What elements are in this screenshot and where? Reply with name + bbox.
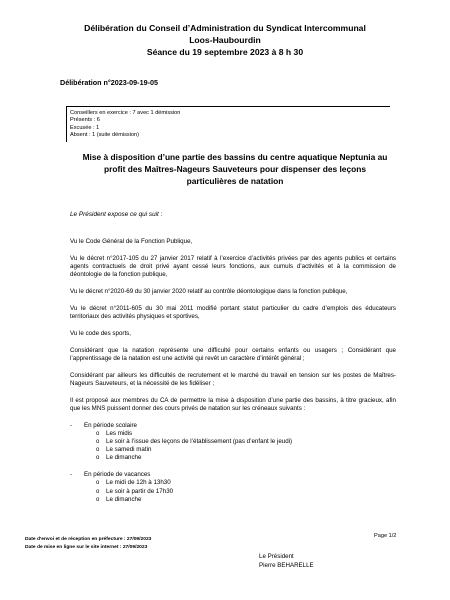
attendance-line: Conseillers en exercice : 7 avec 1 démission bbox=[70, 110, 181, 116]
header-syndicate-name: Loos-Haubourdin bbox=[189, 35, 261, 45]
deliberation-subject bbox=[70, 151, 400, 187]
slot-item: o Les midis bbox=[96, 430, 396, 438]
document-body bbox=[70, 238, 396, 504]
paragraph: Vu le décret n°2011-605 du 30 mai 2011 modifié portant statut particulier du cadre d’emplois des éducateurs territoriaux des activités physiques et sportives, bbox=[70, 304, 396, 320]
attendance-line: Présents : 6 bbox=[70, 117, 100, 124]
page-number: Page 1/2 bbox=[374, 533, 397, 539]
attendance-line: Absent : 1 (suite démission) bbox=[70, 132, 140, 139]
slot-item: o Le dimanche bbox=[96, 454, 396, 462]
slot-item: o Le samedi matin bbox=[96, 446, 396, 454]
period-item bbox=[70, 422, 396, 463]
time-slot-list bbox=[70, 422, 396, 504]
period-label: En période de vacances bbox=[84, 471, 151, 479]
signature-block bbox=[259, 553, 314, 570]
document-header bbox=[60, 22, 390, 58]
header-session-date: Séance du 19 septembre 2023 à 8 h 30 bbox=[146, 47, 304, 57]
paragraph: Vu le Code Général de la Fonction Publique, bbox=[70, 238, 193, 245]
signatory-title: Le Président bbox=[259, 553, 294, 560]
paragraph: Considérant que la natation représente une difficulté pour certains enfants ou usagers ; Considérant que l’apprentissage de la natation est une activité qui revêt un caractère d’intérêt général ; bbox=[70, 346, 396, 362]
slot-list bbox=[84, 479, 396, 504]
subject-line: Mise à disposition d’une partie des bassins du centre aquatique Neptunia au bbox=[82, 152, 388, 162]
signatory-name: Pierre BEHARELLE bbox=[259, 561, 314, 569]
deliberation-number: Délibération n°2023-09-19-05 bbox=[60, 78, 158, 87]
slot-item: o Le midi de 12h à 13h30 bbox=[96, 479, 396, 487]
paragraph: Il est proposé aux membres du CA de permettre la mise à disposition d’une partie des bassins, à titre gracieux, afin que les MNS puissent donner des cours privés de natation sur les créneaux suivants : bbox=[70, 396, 396, 412]
period-item bbox=[70, 471, 396, 504]
attendance-box bbox=[66, 106, 390, 142]
slot-item: o Le dimanche bbox=[96, 496, 396, 504]
paragraph: Vu le décret n°2017-105 du 27 janvier 2017 relatif à l’exercice d’activités privées par des agents publics et certains agents contractuels de droit privé ayant cessé leurs fonctions, aux cumuls d’activités et à la commission de déontologie de la fonction publique, bbox=[70, 254, 396, 279]
slot-list bbox=[84, 430, 396, 463]
paragraph: Vu le décret n°2020-69 du 30 janvier 2020 relatif au contrôle déontologique dans la fonction publique, bbox=[70, 288, 348, 295]
slot-item: o Le soir à partir de 17h30 bbox=[96, 488, 396, 496]
attendance-line: Excusée : 1 bbox=[70, 124, 100, 131]
subject-line: particulières de natation bbox=[186, 176, 284, 186]
header-council-title: Délibération du Conseil d’Administration du Syndicat Intercommunal bbox=[84, 23, 366, 33]
online-date: Date de mise en ligne sur le site internet : 27/09/2023 bbox=[25, 545, 148, 550]
paragraph: Vu le code des sports, bbox=[70, 329, 131, 337]
transmission-dates bbox=[25, 536, 151, 552]
president-intro: Le Président expose ce qui suit : bbox=[70, 211, 163, 218]
prefecture-date: Date d’envoi et de réception en préfecture : 27/09/2023 bbox=[25, 537, 152, 542]
paragraph: Considérant par ailleurs les difficultés de recrutement et le marché du travail en tension sur les postes de Maîtres-Nageurs Sauveteurs, et la nécessité de les fidéliser ; bbox=[70, 371, 396, 387]
slot-item: o Le soir à l’issue des leçons de l’établissement (pas d’enfant le jeudi) bbox=[96, 438, 396, 446]
subject-line: profit des Maîtres-Nageurs Sauveteurs pour dispenser des leçons bbox=[103, 164, 367, 174]
period-label: En période scolaire bbox=[84, 421, 137, 429]
